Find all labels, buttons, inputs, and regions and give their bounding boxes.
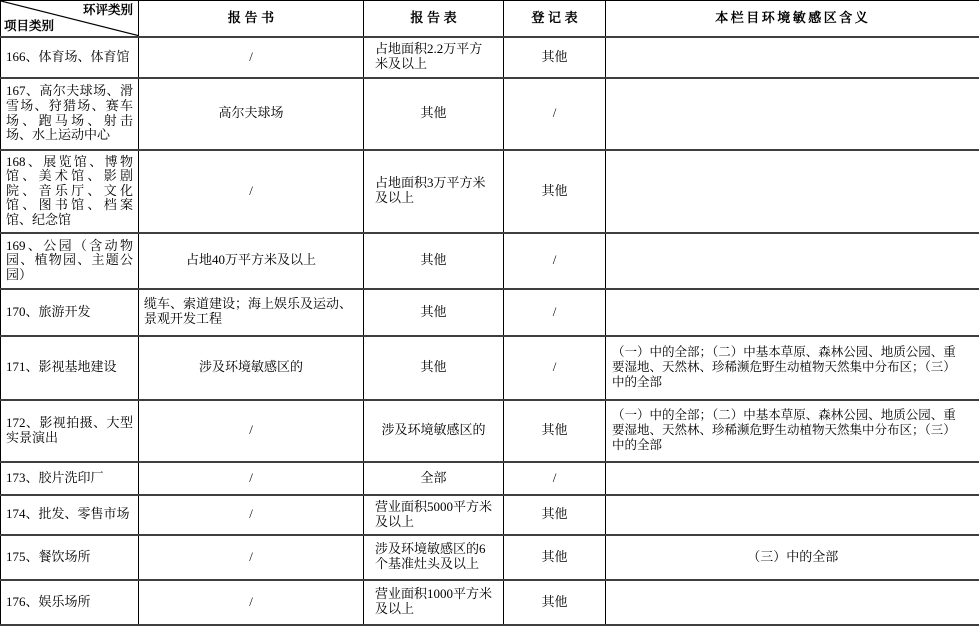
cell-category: 169、公园（含动物园、植物园、主题公园） [1, 233, 139, 289]
cell-report-book: / [139, 400, 364, 462]
cell-registration-form: 其他 [504, 535, 606, 580]
cell-report-form: 其他 [364, 78, 504, 150]
cell-category: 174、批发、零售市场 [1, 495, 139, 535]
corner-project-category-label: 项目类别 [4, 19, 55, 34]
table-row-173 [1, 462, 979, 495]
cell-category: 168、展览馆、博物馆、美术馆、影剧院、音乐厅、文化馆、图书馆、档案馆、纪念馆 [1, 150, 139, 233]
cell-registration-form: 其他 [504, 580, 606, 625]
table-row-166 [1, 37, 979, 78]
cell-registration-form: / [504, 336, 606, 400]
table-row-175 [1, 535, 979, 580]
cell-report-form: 营业面积1000平方米及以上 [364, 580, 504, 625]
cell-report-book: 缆车、索道建设；海上娱乐及运动、景观开发工程 [139, 289, 364, 336]
cell-registration-form: / [504, 289, 606, 336]
cell-sensitive-meaning [606, 37, 979, 78]
table-row-172 [1, 400, 979, 462]
cell-registration-form: / [504, 233, 606, 289]
table-row-167 [1, 78, 979, 150]
cell-report-form: 涉及环境敏感区的 [364, 400, 504, 462]
cell-sensitive-meaning [606, 495, 979, 535]
cell-report-book: 高尔夫球场 [139, 78, 364, 150]
cell-registration-form: 其他 [504, 150, 606, 233]
cell-category: 166、体育场、体育馆 [1, 37, 139, 78]
cell-category: 175、餐饮场所 [1, 535, 139, 580]
table-row-169 [1, 233, 979, 289]
cell-registration-form: 其他 [504, 37, 606, 78]
header-row [1, 1, 979, 37]
col-header-report-form: 报 告 表 [364, 1, 504, 37]
cell-category: 176、娱乐场所 [1, 580, 139, 625]
cell-registration-form: / [504, 78, 606, 150]
cell-sensitive-meaning: （一）中的全部；（二）中基本草原、森林公园、地质公园、重要湿地、天然林、珍稀濒危野生动植物天然集中分布区；（三）中的全部 [606, 400, 979, 462]
cell-registration-form: / [504, 462, 606, 495]
table-row-171 [1, 336, 979, 400]
table-row-176 [1, 580, 979, 625]
cell-sensitive-meaning [606, 78, 979, 150]
cell-report-book: / [139, 462, 364, 495]
cell-sensitive-meaning: （一）中的全部；（二）中基本草原、森林公园、地质公园、重要湿地、天然林、珍稀濒危野生动植物天然集中分布区；（三）中的全部 [606, 336, 979, 400]
cell-category: 173、胶片洗印厂 [1, 462, 139, 495]
cell-report-form: 其他 [364, 233, 504, 289]
cell-report-form: 涉及环境敏感区的6个基准灶头及以上 [364, 535, 504, 580]
table-row-168 [1, 150, 979, 233]
table-row-170 [1, 289, 979, 336]
cell-category: 167、高尔夫球场、滑雪场、狩猎场、赛车场、跑马场、射击场、水上运动中心 [1, 78, 139, 150]
cell-report-form: 营业面积5000平方米及以上 [364, 495, 504, 535]
cell-registration-form: 其他 [504, 495, 606, 535]
cell-report-book: / [139, 495, 364, 535]
cell-report-book: 占地40万平方米及以上 [139, 233, 364, 289]
cell-category: 171、影视基地建设 [1, 336, 139, 400]
cell-sensitive-meaning [606, 289, 979, 336]
cell-sensitive-meaning [606, 233, 979, 289]
cell-report-book: / [139, 535, 364, 580]
cell-report-form: 全部 [364, 462, 504, 495]
cell-report-book: / [139, 37, 364, 78]
cell-report-book: 涉及环境敏感区的 [139, 336, 364, 400]
cell-report-form: 占地面积3万平方米及以上 [364, 150, 504, 233]
cell-report-form: 其他 [364, 289, 504, 336]
cell-category: 170、旅游开发 [1, 289, 139, 336]
corner-eia-category-label: 环评类别 [82, 3, 133, 17]
cell-registration-form: 其他 [504, 400, 606, 462]
cell-report-form: 其他 [364, 336, 504, 400]
cell-sensitive-meaning: （三）中的全部 [606, 535, 979, 580]
cell-sensitive-meaning [606, 580, 979, 625]
cell-sensitive-meaning [606, 462, 979, 495]
table-row-174 [1, 495, 979, 535]
cell-report-form: 占地面积2.2万平方米及以上 [364, 37, 504, 78]
cell-report-book: / [139, 150, 364, 233]
cell-report-book: / [139, 580, 364, 625]
cell-category: 172、影视拍摄、大型实景演出 [1, 400, 139, 462]
col-header-sensitive-area-meaning: 本栏目环境敏感区含义 [606, 1, 979, 37]
corner-cell [1, 1, 139, 37]
col-header-registration-form: 登 记 表 [504, 1, 606, 37]
col-header-report-book: 报 告 书 [139, 1, 364, 37]
cell-sensitive-meaning [606, 150, 979, 233]
